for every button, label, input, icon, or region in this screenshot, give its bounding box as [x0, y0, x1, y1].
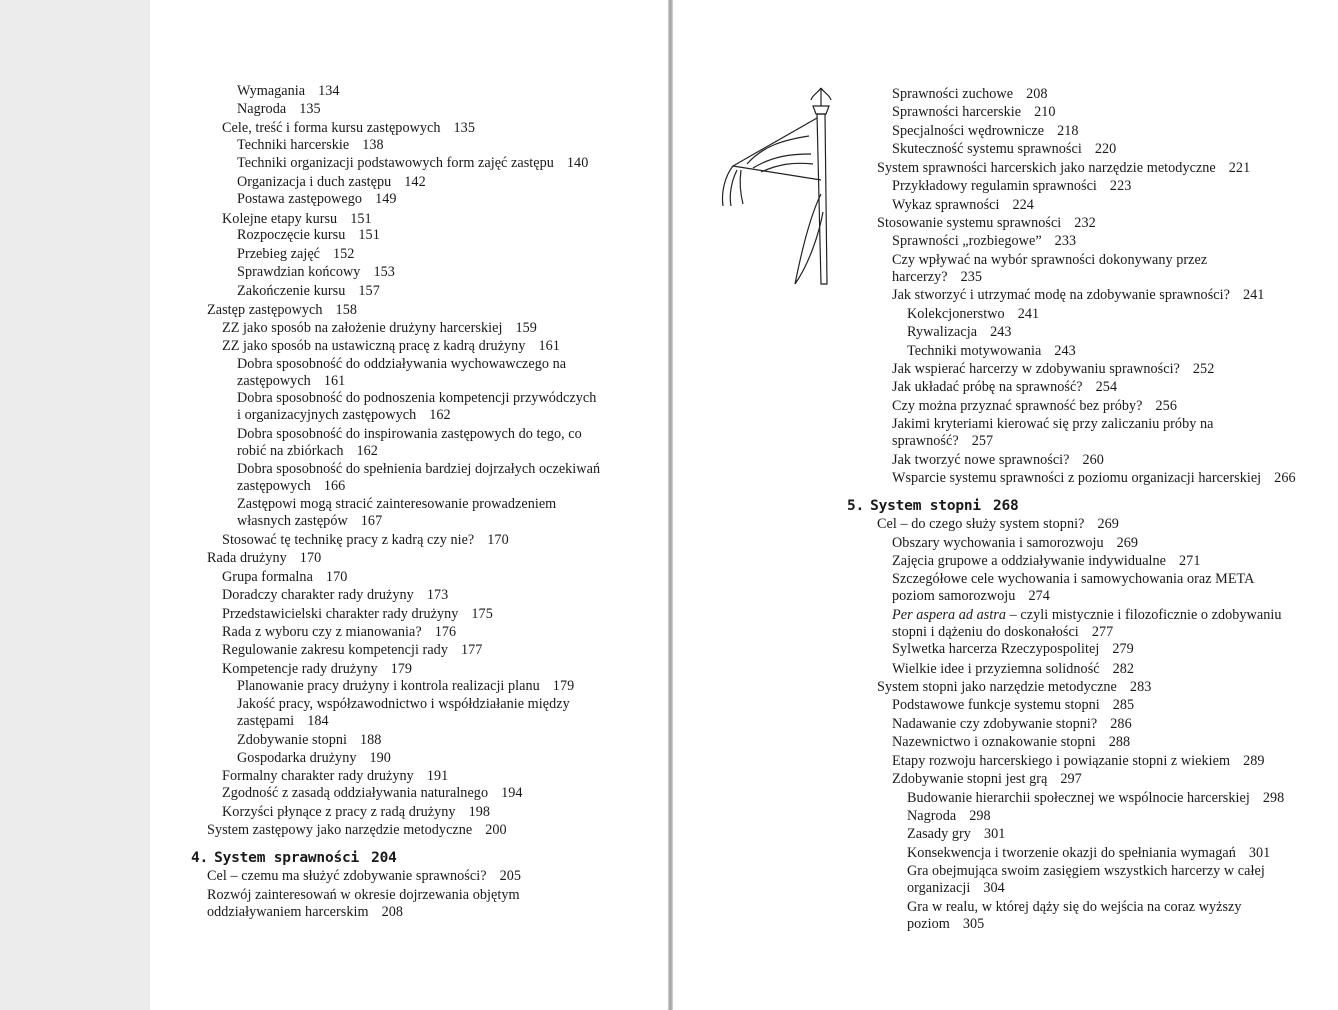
page-number: 298 [1262, 790, 1285, 806]
entry-title: ZZ jako sposób na ustawiczną pracę z kadrą drużyny [222, 338, 526, 354]
entry-title: Formalny charakter rady drużyny [222, 768, 414, 784]
chapter-page-number: 204 [371, 850, 397, 866]
entry-title: Wymagania [237, 83, 306, 99]
toc-entry[interactable] [892, 753, 1265, 770]
page-number: 224 [1012, 197, 1034, 213]
toc-entry[interactable] [892, 470, 1296, 487]
toc-entry[interactable] [237, 390, 596, 424]
entry-title: Sprawności harcerskie [892, 104, 1022, 120]
chapter-heading[interactable] [847, 498, 1019, 514]
entry-title: Skuteczność systemu sprawności [892, 141, 1082, 157]
toc-entry[interactable] [237, 137, 384, 154]
page-number: 135 [299, 101, 321, 117]
page-number: 301 [983, 826, 1006, 842]
toc-entry[interactable] [207, 868, 521, 885]
page-number: 285 [1112, 697, 1135, 713]
entry-title: Nagroda [907, 808, 957, 824]
toc-entry[interactable] [237, 426, 582, 460]
entry-title: Cel – do czego służy system stopni? [877, 516, 1085, 532]
entry-title: Nadawanie czy zdobywanie stopni? [892, 716, 1098, 732]
entry-title-line2: organizacji [907, 880, 971, 896]
entry-title-line1: Jakimi kryteriami kierować się przy zaliczaniu próby na [892, 416, 1214, 432]
toc-entry[interactable] [222, 211, 372, 228]
toc-entry[interactable] [237, 750, 391, 767]
entry-title: Korzyści płynące z pracy z radą drużyny [222, 804, 456, 820]
entry-title-line2: oddziaływaniem harcerskim [207, 904, 369, 920]
toc-entry[interactable] [237, 732, 381, 749]
toc-entry[interactable] [892, 771, 1082, 788]
toc-entry[interactable] [222, 569, 347, 586]
page-number: 257 [971, 433, 994, 449]
toc-entry[interactable] [892, 553, 1200, 570]
page-number: 298 [969, 808, 991, 824]
entry-title-line2: poziom samorozwoju [892, 588, 1016, 604]
toc-entry[interactable] [892, 452, 1104, 469]
page-number: 271 [1179, 553, 1201, 569]
page-number: 282 [1112, 661, 1135, 677]
chapter-number: 5. [847, 498, 865, 514]
toc-entry[interactable] [237, 461, 600, 495]
toc-entry[interactable] [207, 822, 507, 839]
toc-entry[interactable] [907, 306, 1039, 323]
page-number: 170 [325, 569, 348, 585]
entry-title: Sylwetka harcerza Rzeczypospolitej [892, 641, 1100, 657]
entry-title: Rywalizacja [907, 324, 978, 340]
toc-entry[interactable] [237, 83, 340, 100]
entry-title: Stosowanie systemu sprawności [877, 215, 1062, 231]
entry-title: Zdobywanie stopni jest grą [892, 771, 1048, 787]
toc-entry[interactable] [892, 379, 1117, 396]
toc-entry[interactable] [892, 233, 1076, 250]
entry-title-line2: zastępowych [237, 373, 311, 389]
toc-entry[interactable] [892, 141, 1116, 158]
entry-title: Wykaz sprawności [892, 197, 1000, 213]
page-number: 170 [487, 532, 509, 548]
page-number: 151 [358, 227, 380, 243]
entry-title-rest: – czyli mistycznie i filozoficznie o zdobywaniu [1006, 607, 1282, 623]
entry-title: Doradczy charakter rady drużyny [222, 587, 414, 603]
toc-entry[interactable] [892, 197, 1034, 214]
page-number: 162 [429, 407, 451, 423]
page-number: 301 [1248, 845, 1271, 861]
entry-title: Sprawdzian końcowy [237, 264, 361, 280]
page-number: 233 [1054, 233, 1077, 249]
page-number: 305 [962, 916, 985, 932]
entry-title-line1: Rozwój zainteresowań w okresie dojrzewania objętym [207, 887, 520, 903]
toc-entry[interactable] [222, 606, 493, 623]
page-number: 175 [471, 606, 493, 622]
entry-title: Zajęcia grupowe a oddziaływanie indywidualne [892, 553, 1167, 569]
entry-title: Planowanie pracy drużyny i kontrola realizacji planu [237, 678, 540, 694]
page-number: 200 [485, 822, 507, 838]
entry-title: Etapy rozwoju harcerskiego i powiązanie stopni z wiekiem [892, 753, 1231, 769]
toc-entry[interactable] [892, 661, 1134, 678]
entry-title: Stosować tę technikę pracy z kadrą czy nie? [222, 532, 475, 548]
page-number: 138 [362, 137, 384, 153]
page-number: 170 [299, 550, 322, 566]
page-number: 173 [426, 587, 449, 603]
toc-entry[interactable] [207, 887, 520, 921]
toc-entry[interactable] [892, 361, 1214, 378]
entry-title-line1 [892, 607, 1281, 624]
toc-entry[interactable] [892, 252, 1207, 286]
entry-title-line1: Dobra sposobność do podnoszenia kompetencji przywódczych [237, 390, 597, 406]
page-number: 286 [1110, 716, 1132, 732]
page-number: 210 [1034, 104, 1056, 120]
toc-entry[interactable] [907, 808, 991, 825]
entry-title: Grupa formalna [222, 569, 313, 585]
page-number: 205 [499, 868, 521, 884]
toc-entry[interactable] [222, 785, 523, 802]
page-number: 191 [426, 768, 449, 784]
entry-title-line1: Szczegółowe cele wychowania i samowychowania oraz META [892, 571, 1255, 587]
toc-entry[interactable] [892, 641, 1134, 658]
entry-title: Zakończenie kursu [237, 283, 346, 299]
entry-title: Przykładowy regulamin sprawności [892, 178, 1097, 194]
entry-title-line2: poziom [907, 916, 950, 932]
page-number: 279 [1112, 641, 1134, 657]
toc-entry[interactable] [237, 496, 556, 530]
toc-entry[interactable] [237, 264, 395, 281]
chapter-title: System stopni [870, 498, 981, 514]
page-number: 241 [1017, 306, 1040, 322]
toc-entry[interactable] [892, 535, 1138, 552]
page-number: 297 [1060, 771, 1082, 787]
page-number: 161 [538, 338, 560, 354]
left-page [106, 0, 668, 1010]
page-number: 218 [1057, 123, 1079, 139]
page-number: 159 [515, 320, 537, 336]
page-number: 198 [468, 804, 491, 820]
page-number: 252 [1192, 361, 1215, 377]
toc-entry[interactable] [207, 550, 321, 567]
page-number: 142 [404, 174, 426, 190]
toc-entry[interactable] [237, 678, 574, 695]
toc-entry[interactable] [237, 101, 321, 118]
entry-title: Techniki harcerskie [237, 137, 350, 153]
entry-title: Postawa zastępowego [237, 191, 363, 207]
page-number: 151 [350, 211, 372, 227]
chapter-title: System sprawności [214, 850, 360, 866]
toc-entry[interactable] [237, 246, 354, 263]
toc-entry[interactable] [222, 804, 490, 821]
toc-entry[interactable] [892, 86, 1048, 103]
page-number: 194 [501, 785, 523, 801]
entry-title-line1: Dobra sposobność do oddziaływania wychowawczego na [237, 356, 567, 372]
page-number: 277 [1091, 624, 1114, 640]
entry-title: Gospodarka drużyny [237, 750, 357, 766]
entry-title: Przebieg zajęć [237, 246, 321, 262]
page-number: 254 [1095, 379, 1118, 395]
toc-entry[interactable] [237, 356, 566, 390]
page-number: 184 [307, 713, 329, 729]
toc-entry[interactable] [892, 734, 1130, 751]
toc-entry[interactable] [907, 324, 1012, 341]
entry-title-line2: zastępami [237, 713, 295, 729]
entry-title: Obszary wychowania i samorozwoju [892, 535, 1104, 551]
page-number: 256 [1155, 398, 1177, 414]
entry-title: Jak stworzyć i utrzymać modę na zdobywanie sprawności? [892, 287, 1230, 303]
entry-title: Zgodność z zasadą oddziaływania naturalnego [222, 785, 489, 801]
toc-entry[interactable] [222, 338, 560, 355]
toc-entry[interactable] [237, 696, 570, 730]
toc-entry[interactable] [237, 191, 397, 208]
entry-title: ZZ jako sposób na założenie drużyny harcerskiej [222, 320, 503, 336]
toc-entry[interactable] [892, 178, 1131, 195]
toc-entry[interactable] [907, 899, 1242, 933]
toc-entry[interactable] [222, 587, 448, 604]
entry-title: Sprawności zuchowe [892, 86, 1014, 102]
chapter-page-number: 268 [992, 498, 1019, 514]
toc-entry[interactable] [222, 642, 482, 659]
entry-title-line1: Zastępowi mogą stracić zainteresowanie prowadzeniem [237, 496, 557, 512]
entry-title: Zastęp zastępowych [207, 302, 323, 318]
chapter-number: 4. [191, 850, 209, 866]
entry-title: Rada drużyny [207, 550, 287, 566]
entry-title: Wielkie idee i przyziemna solidność [892, 661, 1100, 677]
toc-entry[interactable] [892, 716, 1132, 733]
toc-entry[interactable] [222, 661, 412, 678]
toc-entry[interactable] [222, 768, 448, 785]
entry-title: Specjalności wędrownicze [892, 123, 1045, 139]
page-number: 232 [1074, 215, 1096, 231]
toc-entry[interactable] [892, 287, 1264, 304]
page-number: 166 [323, 478, 346, 494]
entry-title-line1: Gra obejmująca swoim zasięgiem wszystkich harcerzy w całej [907, 863, 1265, 879]
page-number: 190 [369, 750, 391, 766]
entry-title-line2: harcerzy? [892, 269, 948, 285]
page-number: 167 [360, 513, 383, 529]
toc-entry[interactable] [892, 123, 1079, 140]
page-number: 153 [373, 264, 395, 280]
entry-title-line2: stopni i dążeniu do doskonałości [892, 624, 1079, 640]
entry-title-line2: własnych zastępów [237, 513, 348, 529]
toc-entry[interactable] [877, 516, 1119, 533]
page-number: 243 [990, 324, 1012, 340]
entry-title: Przedstawicielski charakter rady drużyny [222, 606, 459, 622]
entry-title: Organizacja i duch zastępu [237, 174, 392, 190]
page-number: 135 [453, 120, 475, 136]
page-number: 289 [1243, 753, 1265, 769]
page-number: 221 [1228, 160, 1251, 176]
toc-entry[interactable] [237, 155, 588, 172]
toc-entry[interactable] [222, 120, 475, 137]
page-number: 140 [566, 155, 589, 171]
page-number: 161 [323, 373, 346, 389]
toc-entry[interactable] [877, 679, 1151, 696]
entry-title-line2: i organizacyjnych zastępowych [237, 407, 417, 423]
page-number: 269 [1116, 535, 1139, 551]
right-table-of-contents [673, 0, 1338, 1010]
entry-title-line1: Jakość pracy, współzawodnictwo i współdziałanie między [237, 696, 570, 712]
page-number: 152 [333, 246, 355, 262]
entry-title-line2: zastępowych [237, 478, 311, 494]
entry-title: Rada z wyboru czy z mianowania? [222, 624, 422, 640]
page-number: 241 [1242, 287, 1265, 303]
entry-title: System sprawności harcerskich jako narzędzie metodyczne [877, 160, 1216, 176]
entry-title-line2: robić na zbiórkach [237, 443, 344, 459]
entry-title: Cele, treść i forma kursu zastępowych [222, 120, 441, 136]
chapter-heading[interactable] [191, 850, 397, 866]
entry-title: Kolejne etapy kursu [222, 211, 338, 227]
toc-entry[interactable] [877, 160, 1250, 177]
entry-title: Techniki organizacji podstawowych form zajęć zastępu [237, 155, 554, 171]
page-number: 283 [1129, 679, 1152, 695]
entry-title: Cel – czemu ma służyć zdobywanie sprawności? [207, 868, 487, 884]
entry-title: Zasady gry [907, 826, 971, 842]
toc-entry[interactable] [877, 215, 1096, 232]
toc-entry[interactable] [907, 826, 1005, 843]
toc-entry[interactable] [237, 174, 426, 191]
page-number: 304 [983, 880, 1005, 896]
page-number: 288 [1108, 734, 1131, 750]
page-number: 177 [460, 642, 483, 658]
toc-entry[interactable] [237, 227, 380, 244]
page-number: 243 [1054, 343, 1076, 359]
toc-entry[interactable] [222, 624, 456, 641]
toc-entry[interactable] [222, 320, 537, 337]
page-number: 269 [1097, 516, 1119, 532]
toc-entry[interactable] [892, 697, 1134, 714]
entry-title: Sprawności „rozbiegowe” [892, 233, 1042, 249]
toc-entry[interactable] [207, 302, 357, 319]
toc-entry[interactable] [892, 416, 1213, 450]
toc-entry[interactable] [907, 343, 1076, 360]
entry-title: Kompetencje rady drużyny [222, 661, 378, 677]
right-page [673, 0, 1338, 1010]
entry-title: Jak tworzyć nowe sprawności? [892, 452, 1070, 468]
entry-title-line1: Czy wpływać na wybór sprawności dokonywany przez [892, 252, 1208, 268]
page-number: 179 [390, 661, 413, 677]
pennant-flag-illustration: DREPTAKI [150, 92, 190, 392]
entry-title-line1: Gra w realu, w której dąży się do wejścia na coraz wyższy [907, 899, 1242, 915]
toc-entry[interactable] [907, 863, 1265, 897]
page-number: 134 [318, 83, 340, 99]
entry-title-line1: Dobra sposobność do spełnienia bardziej dojrzałych oczekiwań [237, 461, 601, 477]
entry-title: Podstawowe funkcje systemu stopni [892, 697, 1100, 713]
page-number: 266 [1274, 470, 1296, 486]
entry-title: Nagroda [237, 101, 287, 117]
entry-title: Konsekwencja i tworzenie okazji do spełniania wymagań [907, 845, 1236, 861]
page-number: 157 [358, 283, 380, 299]
toc-entry[interactable] [892, 398, 1177, 415]
entry-title: Budowanie hierarchii społecznej we wspólnocie harcerskiej [907, 790, 1250, 806]
page-number: 179 [552, 678, 575, 694]
entry-title: Wsparcie systemu sprawności z poziomu organizacji harcerskiej [892, 470, 1262, 486]
entry-title: Rozpoczęcie kursu [237, 227, 346, 243]
page-number: 188 [360, 732, 382, 748]
page-number: 158 [335, 302, 357, 318]
toc-entry[interactable] [907, 845, 1270, 862]
page-number: 149 [375, 191, 397, 207]
entry-title-italic: Per aspera ad astra [892, 607, 1007, 623]
toc-entry[interactable] [892, 571, 1254, 605]
entry-title: Czy można przyznać sprawność bez próby? [892, 398, 1143, 414]
entry-title-line1: Dobra sposobność do inspirowania zastępowych do tego, co [237, 426, 582, 442]
entry-title: Jak wspierać harcerzy w zdobywaniu sprawności? [892, 361, 1180, 377]
toc-entry[interactable] [907, 790, 1284, 807]
entry-title: Zdobywanie stopni [237, 732, 347, 748]
page-number: 162 [356, 443, 378, 459]
toc-entry[interactable] [892, 104, 1056, 121]
toc-entry[interactable] [892, 607, 1281, 641]
entry-title: Kolekcjonerstwo [907, 306, 1005, 322]
page-number: 223 [1109, 178, 1132, 194]
entry-title: Techniki motywowania [907, 343, 1042, 359]
entry-title-line2: sprawność? [892, 433, 959, 449]
page-number: 208 [1026, 86, 1048, 102]
page-number: 220 [1094, 141, 1117, 157]
entry-title: Nazewnictwo i oznakowanie stopni [892, 734, 1096, 750]
page-number: 260 [1082, 452, 1104, 468]
left-table-of-contents [150, 0, 668, 1010]
toc-entry[interactable] [222, 532, 509, 549]
entry-title: System stopni jako narzędzie metodyczne [877, 679, 1117, 695]
page-number: 176 [434, 624, 457, 640]
toc-entry[interactable] [237, 283, 380, 300]
entry-title: System zastępowy jako narzędzie metodyczne [207, 822, 473, 838]
entry-title: Jak układać próbę na sprawność? [892, 379, 1083, 395]
page-number: 274 [1028, 588, 1050, 604]
page-number: 208 [381, 904, 404, 920]
page-number: 235 [960, 269, 983, 285]
entry-title: Regulowanie zakresu kompetencji rady [222, 642, 448, 658]
